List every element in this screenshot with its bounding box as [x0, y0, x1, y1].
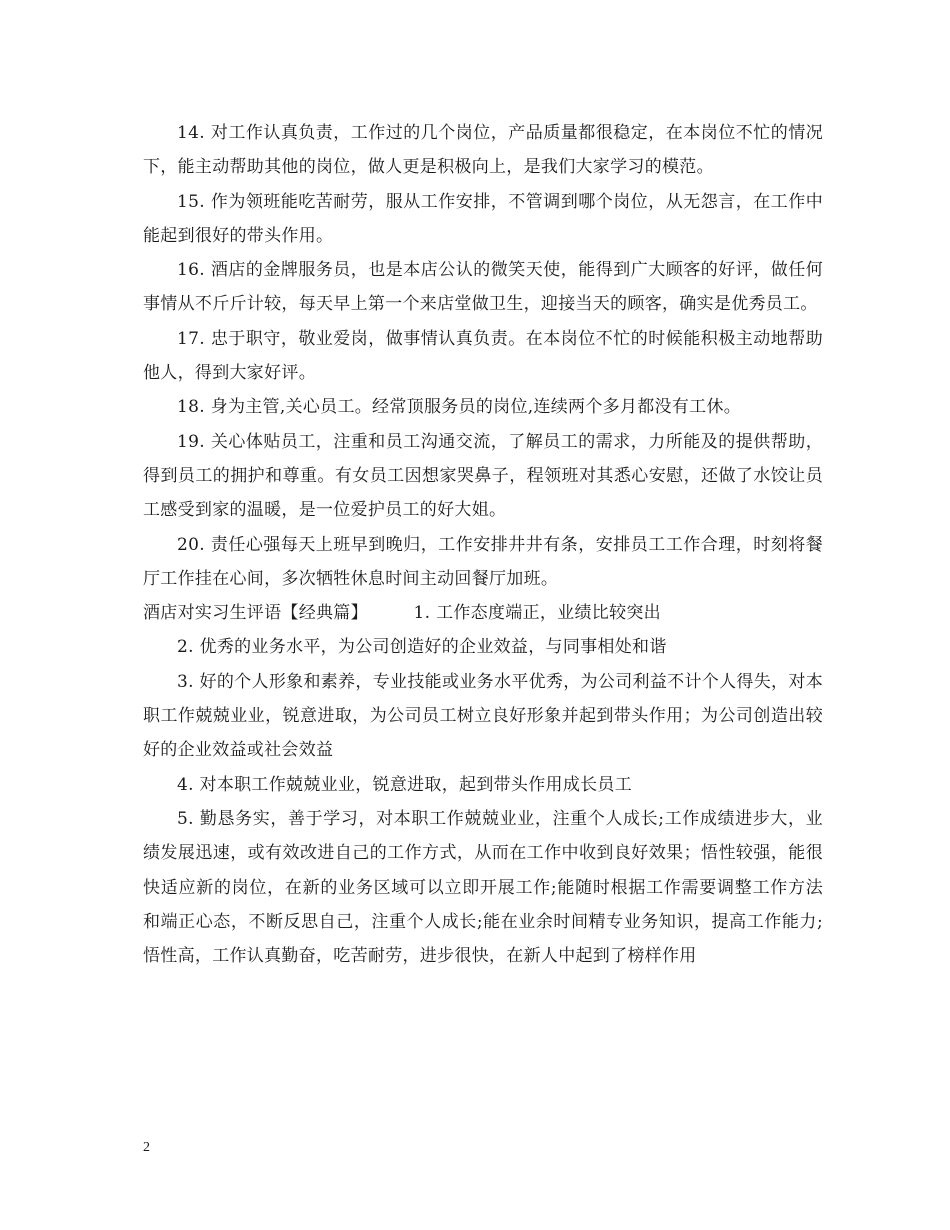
- section-item-1: 1. 工作态度端正，业绩比较突出: [413, 603, 661, 624]
- paragraph-15: 15. 作为领班能吃苦耐劳，服从工作安排，不管调到哪个岗位，从无怨言，在工作中能起到很好的带头作用。: [143, 191, 823, 246]
- section-item-5: 5. 勤恳务实，善于学习，对本职工作兢兢业业，注重个人成长;工作成绩进步大，业绩发展迅速，或有效改进自己的工作方式，从而在工作中收到良好效果；悟性较强，能很快适应新的岗位，在新的业务区域可以立即开展工作;能随时根据工作需要调整工作方法和端正心态，不断反思自己，注重个人成长;能在业余时间精专业务知识，提高工作能力;悟性高，工作认真勤奋，吃苦耐劳，进步很快，在新人中起到了榜样作用: [143, 808, 823, 967]
- paragraph-17: 17. 忠于职守，敬业爱岗，做事情认真负责。在本岗位不忙的时候能积极主动地帮助他人，得到大家好评。: [143, 328, 823, 384]
- paragraph-16: 16. 酒店的金牌服务员，也是本店公认的微笑天使，能得到广大顾客的好评，做任何事情从不斤斤计较，每天早上第一个来店堂做卫生，迎接当天的顾客，确实是优秀员工。: [143, 260, 823, 315]
- section-heading: 酒店对实习生评语【经典篇】: [143, 603, 368, 624]
- section-item-2: 2. 优秀的业务水平，为公司创造好的企业效益，与同事相处和谐: [177, 637, 667, 658]
- page-number: 2: [143, 1140, 150, 1155]
- paragraph-20: 20. 责任心强每天上班早到晚归，工作安排井井有条，安排员工工作合理，时刻将餐厅工作挂在心间，多次牺牲休息时间主动回餐厅加班。: [143, 534, 823, 589]
- paragraph-18: 18. 身为主管,关心员工。经常顶服务员的岗位,连续两个多月都没有工休。: [177, 397, 742, 418]
- paragraph-14: 14. 对工作认真负责，工作过的几个岗位，产品质量都很稳定，在本岗位不忙的情况下，能主动帮助其他的岗位，做人更是积极向上，是我们大家学习的模范。: [143, 123, 823, 178]
- section-item-3: 3. 好的个人形象和素养，专业技能或业务水平优秀，为公司利益不计个人得失，对本职工作兢兢业业，锐意进取，为公司员工树立良好形象并起到带头作用；为公司创造出较好的企业效益或社会效益: [143, 671, 823, 761]
- section-heading-line: [143, 596, 823, 630]
- section-item-4: 4. 对本职工作兢兢业业，锐意进取，起到带头作用成长员工: [177, 774, 633, 795]
- paragraph-19: 19. 关心体贴员工，注重和员工沟通交流，了解员工的需求，力所能及的提供帮助，得到员工的拥护和尊重。有女员工因想家哭鼻子，程领班对其悉心安慰，还做了水饺让员工感受到家的温暖，是一位爱护员工的好大姐。: [143, 431, 823, 521]
- document-body: [143, 116, 823, 973]
